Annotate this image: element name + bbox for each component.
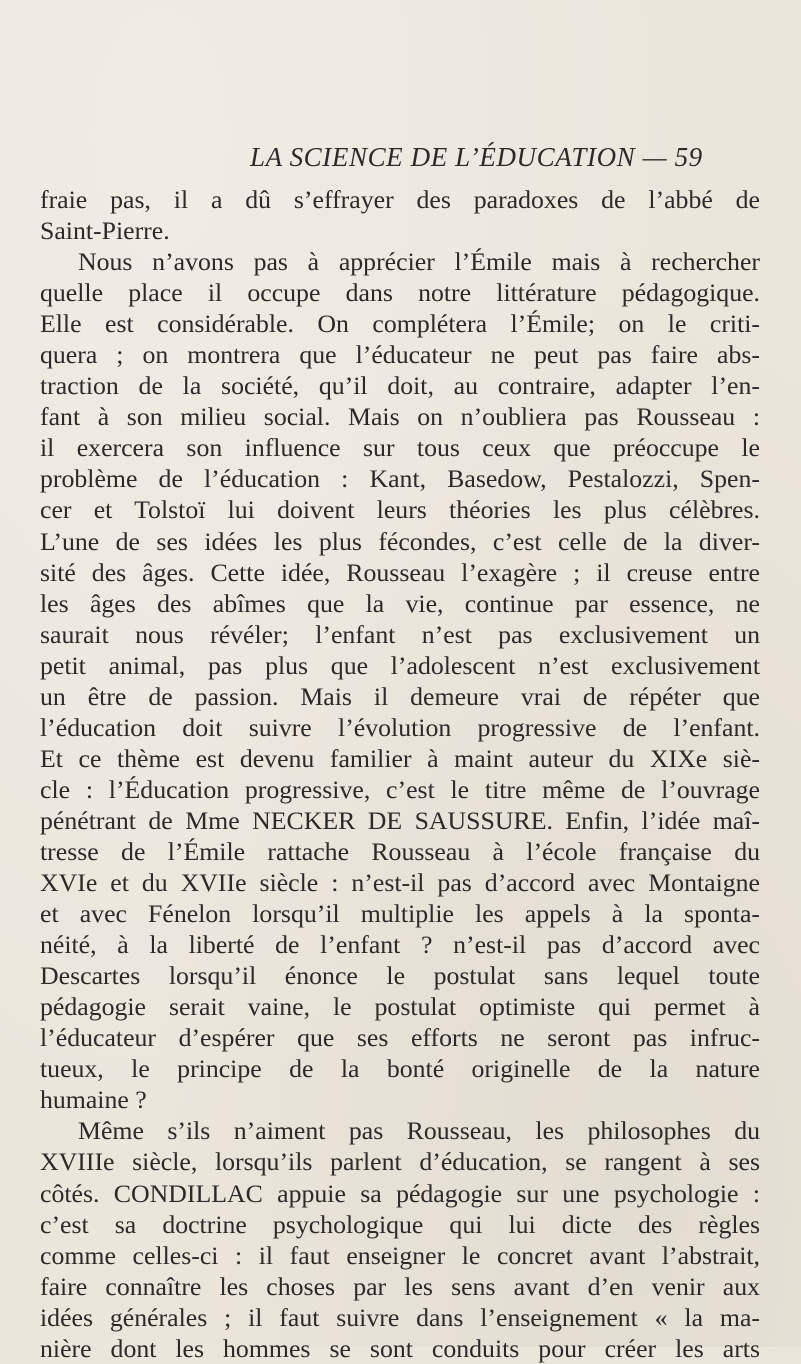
- text-line: humaine ?: [40, 1085, 147, 1115]
- text-line: XVIe et du XVIIe siècle : n’est-il pas d’accord avec Montaigne: [40, 868, 760, 898]
- text-line: L’une de ses idées les plus fécondes, c’est celle de la diver-: [40, 526, 760, 556]
- text-line: Même s’ils n’aiment pas Rousseau, les philosophes du: [78, 1116, 760, 1146]
- text-line: sité des âges. Cette idée, Rousseau l’exagère ; il creuse entre: [40, 557, 760, 587]
- text-line: Descartes lorsqu’il énonce le postulat sans lequel toute: [40, 961, 760, 991]
- text-line: c’est sa doctrine psychologique qui lui dicte des règles: [40, 1209, 760, 1239]
- text-line: et avec Fénelon lorsqu’il multiplie les appels à la sponta-: [40, 899, 760, 929]
- text-line: côtés. CONDILLAC appuie sa pédagogie sur une psychologie :: [40, 1178, 760, 1208]
- text-line: problème de l’éducation : Kant, Basedow, Pestalozzi, Spen-: [40, 464, 760, 494]
- text-line: l’éducateur d’espérer que ses efforts ne seront pas infruc-: [40, 1023, 760, 1053]
- text-line: nière dont les hommes se sont conduits pour créer les arts: [40, 1333, 760, 1363]
- text-line: Et ce thème est devenu familier à maint auteur du XIXe siè-: [40, 743, 760, 773]
- text-line: saurait nous révéler; l’enfant n’est pas exclusivement un: [40, 619, 760, 649]
- text-line: cle : l’Éducation progressive, c’est le titre même de l’ouvrage: [40, 774, 760, 804]
- text-line: pénétrant de Mme NECKER DE SAUSSURE. Enfin, l’idée maî-: [40, 805, 760, 835]
- text-line: quera ; on montrera que l’éducateur ne peut pas faire abs-: [40, 340, 760, 370]
- text-line: faire connaître les choses par les sens avant d’en venir aux: [40, 1271, 760, 1301]
- text-line: XVIIIe siècle, lorsqu’ils parlent d’éducation, se rangent à ses: [40, 1147, 760, 1177]
- text-line: il exercera son influence sur tous ceux que préoccupe le: [40, 433, 760, 463]
- text-line: un être de passion. Mais il demeure vrai de répéter que: [40, 681, 760, 711]
- running-head: LA SCIENCE DE L’ÉDUCATION — 59: [250, 142, 703, 172]
- text-line: Saint-Pierre.: [40, 216, 170, 246]
- text-line: idées générales ; il faut suivre dans l’enseignement « la ma-: [40, 1302, 760, 1332]
- text-line: l’éducation doit suivre l’évolution progressive de l’enfant.: [40, 712, 760, 742]
- text-line: pédagogie serait vaine, le postulat optimiste qui permet à: [40, 992, 760, 1022]
- text-line: traction de la société, qu’il doit, au contraire, adapter l’en-: [40, 371, 760, 401]
- text-line: cer et Tolstoï lui doivent leurs théories les plus célèbres.: [40, 495, 760, 525]
- text-line: les âges des abîmes que la vie, continue par essence, ne: [40, 588, 760, 618]
- text-line: fraie pas, il a dû s’effrayer des paradoxes de l’abbé de: [40, 185, 760, 214]
- text-line: fant à son milieu social. Mais on n’oubliera pas Rousseau :: [40, 402, 760, 432]
- text-line: Elle est considérable. On complétera l’Émile; on le criti-: [40, 309, 760, 339]
- text-line: quelle place il occupe dans notre littérature pédagogique.: [40, 278, 760, 308]
- text-line: tresse de l’Émile rattache Rousseau à l’école française du: [40, 836, 760, 866]
- body-text: [40, 184, 760, 1364]
- text-line: comme celles-ci : il faut enseigner le concret avant l’abstrait,: [40, 1240, 760, 1270]
- text-line: néité, à la liberté de l’enfant ? n’est-il pas d’accord avec: [40, 930, 760, 960]
- text-line: petit animal, pas plus que l’adolescent n’est exclusivement: [40, 650, 760, 680]
- text-line: Nous n’avons pas à apprécier l’Émile mais à rechercher: [78, 247, 760, 277]
- text-line: tueux, le principe de la bonté originelle de la nature: [40, 1054, 760, 1084]
